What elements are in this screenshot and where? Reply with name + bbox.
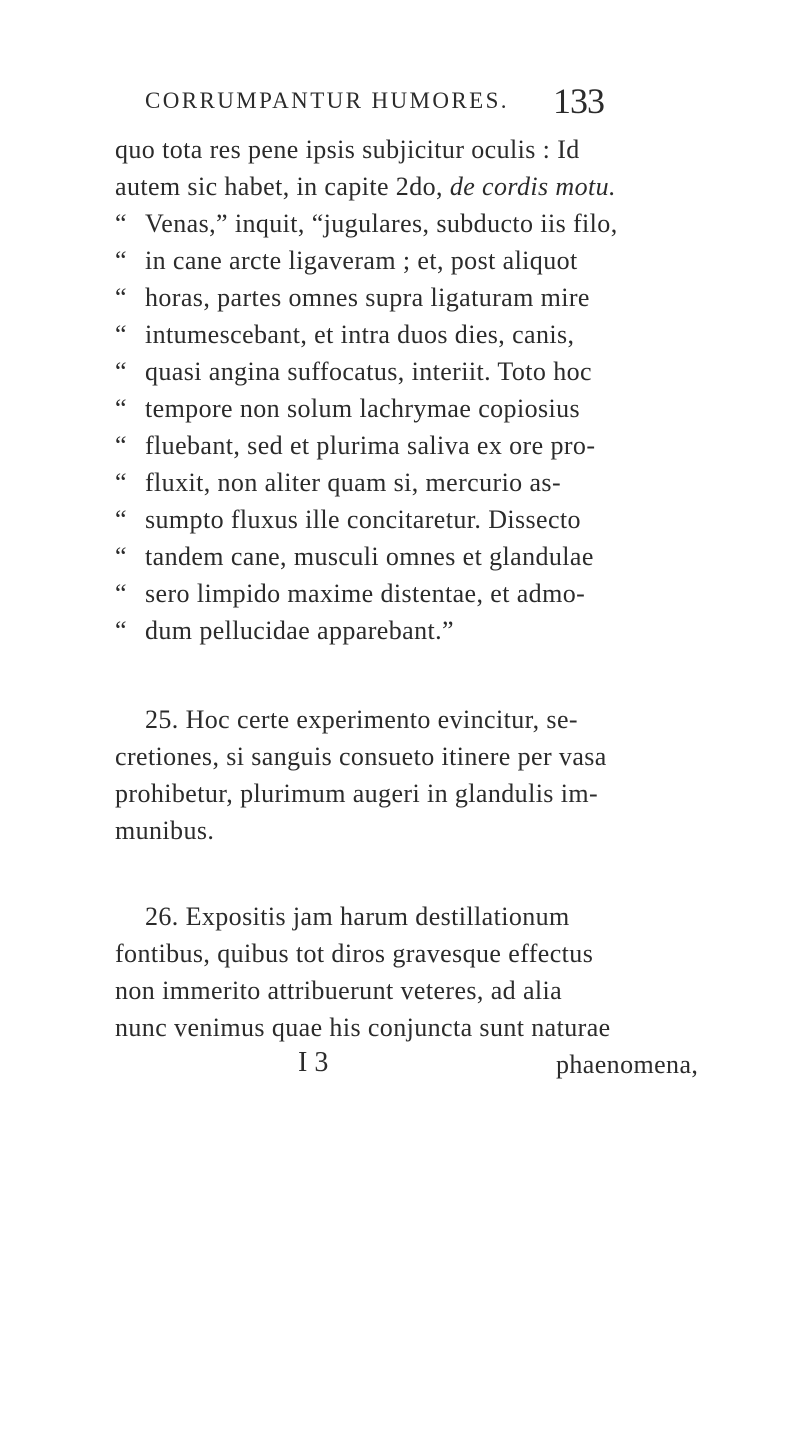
signature-mark: I 3: [298, 1047, 329, 1078]
quote-mark: “: [115, 283, 127, 312]
paragraph-26-line: non immerito attribuerunt veteres, ad alia: [115, 976, 563, 1005]
quote-mark: “: [115, 394, 127, 423]
running-head: CORRUMPANTUR HUMORES.: [145, 88, 509, 113]
paragraph-25-line: prohibetur, plurimum augeri in glandulis im-: [115, 779, 599, 808]
paragraph-26-line: fontibus, quibus tot diros gravesque effectus: [115, 939, 594, 968]
quote-line: [115, 468, 561, 498]
quote-mark: “: [115, 431, 127, 460]
quote-line: [115, 431, 595, 461]
text-line: [115, 172, 616, 202]
paragraph-26-line: 26. Expositis jam harum destillationum: [145, 902, 570, 931]
paragraph-25-line: cretiones, si sanguis consueto itinere per vasa: [115, 742, 607, 771]
quote-line: [115, 283, 590, 313]
page-number: 133: [553, 81, 604, 121]
quote-text: horas, partes omnes supra ligaturam mire: [145, 283, 590, 312]
quote-mark: “: [115, 505, 127, 534]
quote-line: [115, 394, 580, 424]
quote-mark: “: [115, 209, 127, 238]
quote-mark: “: [115, 468, 127, 497]
quote-text: dum pellucidae apparebant.”: [145, 616, 454, 645]
quote-text: tempore non solum lachrymae copiosius: [145, 394, 581, 423]
text-segment: autem sic habet, in capite 2do,: [115, 172, 443, 201]
quote-text: in cane arcte ligaveram ; et, post aliquot: [145, 246, 578, 275]
quote-text: intumescebant, et intra duos dies, canis,: [145, 320, 575, 349]
quote-mark: “: [115, 542, 127, 571]
italic-title: de cordis motu.: [449, 172, 616, 201]
quote-line: [115, 579, 585, 609]
quote-text: fluxit, non aliter quam si, mercurio as-: [145, 468, 562, 497]
paragraph-25-line: munibus.: [115, 816, 215, 845]
quote-text: sero limpido maxime distentae, et admo-: [145, 579, 586, 608]
quote-text: fluebant, sed et plurima saliva ex ore pro-: [145, 431, 596, 460]
quote-line: [115, 246, 578, 276]
quote-mark: “: [115, 246, 127, 275]
quote-text: Venas,” inquit, “jugulares, subducto iis filo,: [145, 209, 618, 238]
quote-line: [115, 320, 574, 350]
quote-text: sumpto fluxus ille concitaretur. Dissecto: [145, 505, 581, 534]
quote-line: [115, 542, 594, 572]
quote-line: [115, 616, 454, 646]
text-line: quo tota res pene ipsis subjicitur oculis : Id: [115, 135, 580, 164]
quote-mark: “: [115, 320, 127, 349]
quote-mark: “: [115, 616, 127, 645]
quote-line: [115, 505, 581, 535]
quote-mark: “: [115, 579, 127, 608]
quote-text: tandem cane, musculi omnes et glandulae: [145, 542, 594, 571]
quote-mark: “: [115, 357, 127, 386]
catchword: phaenomena,: [556, 1050, 699, 1079]
quote-line: [115, 357, 592, 387]
paragraph-25-line: 25. Hoc certe experimento evincitur, se-: [145, 705, 578, 734]
quote-text: quasi angina suffocatus, interiit. Toto hoc: [145, 357, 592, 386]
paragraph-26-line: nunc venimus quae his conjuncta sunt naturae: [115, 1013, 611, 1042]
quote-line: [115, 209, 618, 239]
